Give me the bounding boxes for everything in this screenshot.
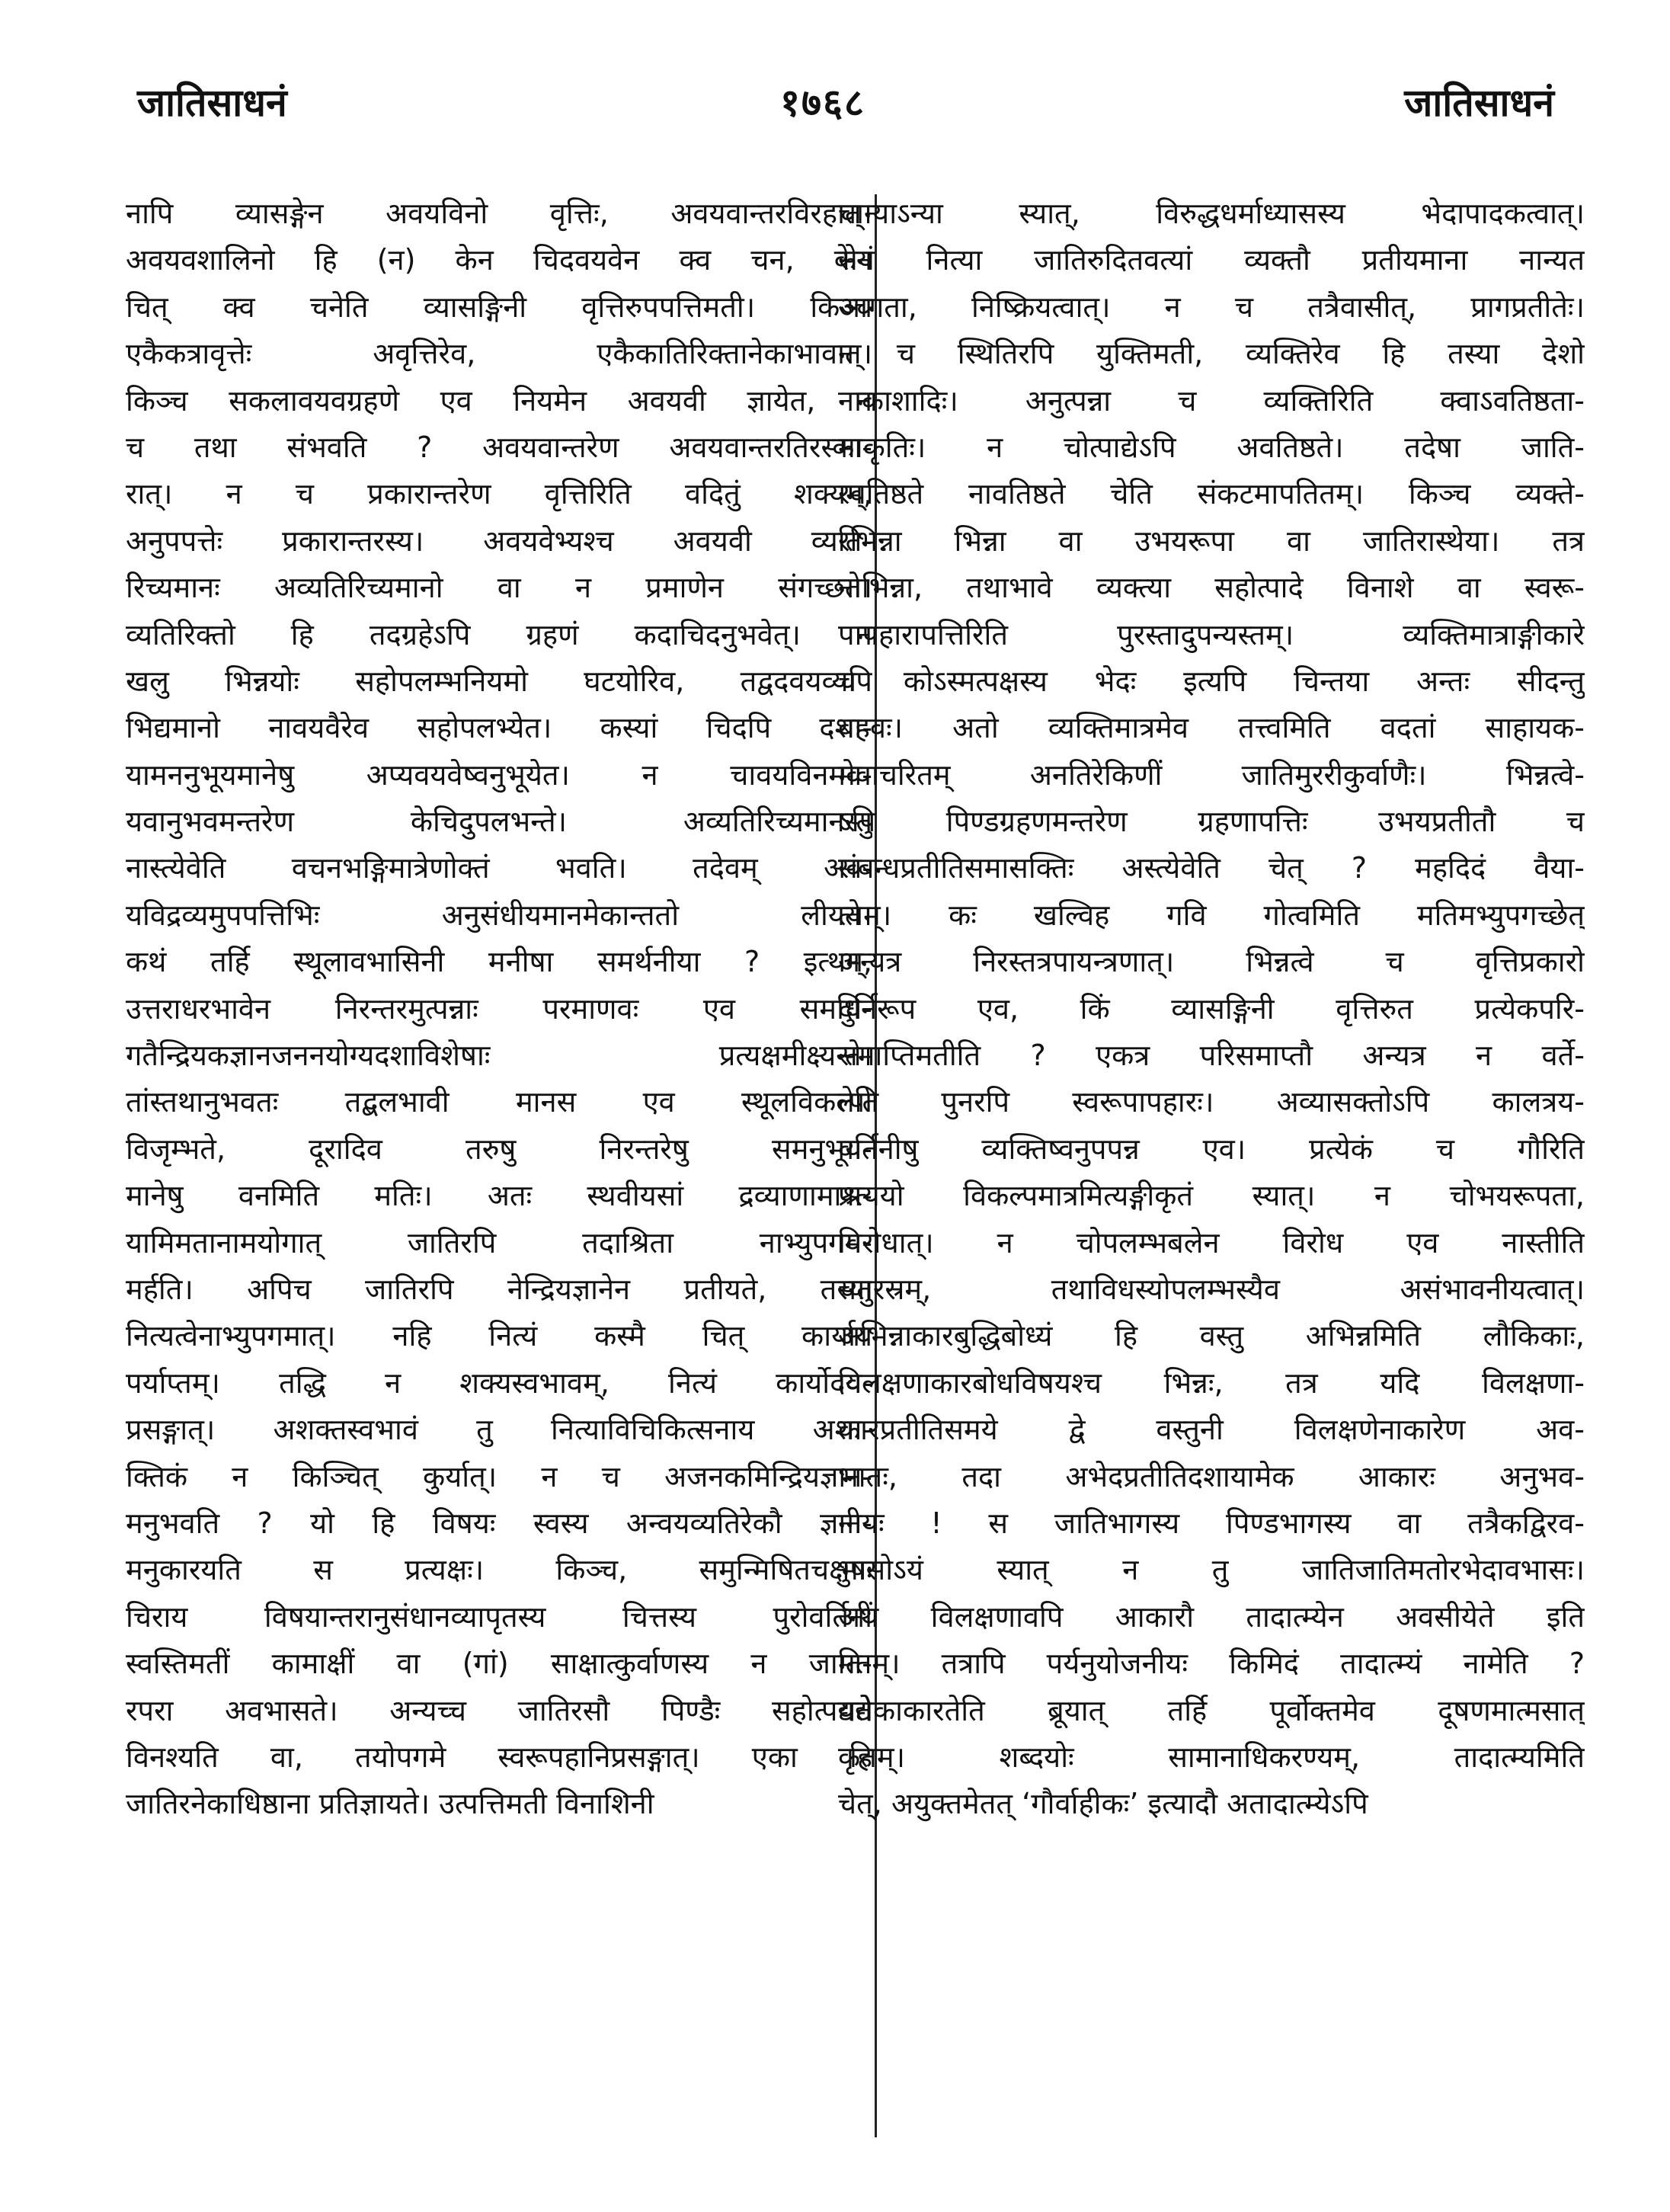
text-line: बहवः। अतो व्यक्तिमात्रमेव तत्त्वमिति वदतां साहायक- xyxy=(838,711,1585,745)
text-line: रभिन्ना भिन्ना वा उभयरूपा वा जातिरास्थेया। तत्र xyxy=(838,523,1585,558)
text-line: रिच्यमानः अव्यतिरिच्यमानो वा न प्रमाणेन संगच्छते। xyxy=(126,571,872,605)
text-line: किञ्च सकलावयवग्रहणे एव नियमेन अवयवी ज्ञायेत, न xyxy=(126,383,872,418)
text-line: रपरा अवभासते। अन्यच्च जातिरसौ पिण्डैः सहोत्पद्यते xyxy=(126,1693,872,1727)
text-line: प्रत्ययो विकल्पमात्रमित्यङ्गीकृतं स्यात्। न चोभयरूपता, xyxy=(838,1179,1585,1213)
text-line: यामननुभूयमानेषु अप्यवयवेष्वनुभूयेत। न चावयविनमव- xyxy=(126,757,872,792)
text-line: मतम्। तत्रापि पर्यनुयोजनीयः किमिदं तादात्म्यं नामेति ? xyxy=(838,1647,1585,1681)
text-line: रवतिष्ठते नावतिष्ठते चेति संकटमापतितम्। किञ्च व्यक्ते- xyxy=(838,477,1585,511)
text-line: पापहारापत्तिरिति पुरस्तादुपन्यस्तम्। व्यक्तिमात्राङ्गीकारे xyxy=(838,617,1585,651)
text-line: व्यतिरिक्तो हि तदग्रहेऽपि ग्रहणं कदाचिदनुभवेत्। न xyxy=(126,617,872,651)
text-line: माकृतिः। न चोत्पाद्येऽपि अवतिष्ठते। तदेषा जाति- xyxy=(838,430,1585,464)
text-line: रात्। न च प्रकारान्तरेण वृत्तिरिति वदितुं शक्यम्, xyxy=(126,477,872,511)
text-line: संबन्धप्रतीतिसमासक्तिः अस्त्येवेति चेत् ? महदिदं वैया- xyxy=(838,851,1585,885)
text-line: अथ विलक्षणावपि आकारौ तादात्म्येन अवसीयेते इति xyxy=(838,1599,1585,1634)
text-line: आगता, निष्क्रियत्वात्। न च तत्रैवासीत्, प्रागप्रतीतेः। xyxy=(838,290,1585,324)
text-line: दुर्निरूप एव, किं व्यासङ्गिनी वृत्तिरुत प्रत्येकपरि- xyxy=(838,991,1585,1026)
text-line: सेयं नित्या जातिरुदितवत्यां व्यक्तौ प्रतीयमाना नान्यत xyxy=(838,243,1585,277)
text-line: मनुभवति ? यो हि विषयः स्वस्य अन्वयव्यतिरेकौ ज्ञान- xyxy=(126,1506,872,1540)
text-line: समाप्तिमतीति ? एकत्र परिसमाप्तौ अन्यत्र न वर्ते- xyxy=(838,1039,1585,1073)
text-line: पर्याप्तम्। तद्धि न शक्यस्वभावम्, नित्यं कार्योदय- xyxy=(126,1365,872,1400)
left-column xyxy=(126,190,872,1828)
text-line: विलक्षणाकारबोधविषयश्च भिन्नः, तत्र यदि विलक्षणा- xyxy=(838,1365,1585,1400)
text-line: उत्तराधरभावेन निरन्तरमुत्पन्नाः परमाणवः एव समधि- xyxy=(126,991,872,1026)
text-line: अवयवशालिनो हि (न) केन चिदवयवेन क्व चन, केन xyxy=(126,243,872,277)
text-line: नाकाशादिः। अनुत्पन्ना च व्यक्तिरिति क्वाऽवतिष्ठता- xyxy=(838,383,1585,418)
text-line: विजृम्भते, दूरादिव तरुषु निरन्तरेषु समनुभूय- xyxy=(126,1132,872,1166)
text-line: नीयः ! स जातिभागस्य पिण्डभागस्य वा तत्रैकद्विरव- xyxy=(838,1506,1585,1540)
text-line: जातिरनेकाधिष्ठाना प्रतिज्ञायते। उत्पत्तिमती विनाशिनी xyxy=(126,1787,654,1821)
text-line: वर्तिनीषु व्यक्तिष्वनुपपन्न एव। प्रत्येकं च गौरिति xyxy=(838,1132,1585,1166)
text-line: गतैन्द्रियकज्ञानजननयोग्यदशाविशेषाः प्रत्यक्षमीक्ष्यन्ते। xyxy=(126,1039,872,1073)
text-line: क्तिकं न किञ्चित् कुर्यात्। न च अजनकमिन्द्रियज्ञान- xyxy=(126,1459,872,1493)
text-line: तेति पुनरपि स्वरूपापहारः। अव्यासक्तोऽपि कालत्रय- xyxy=(838,1085,1585,1119)
text-line: नापि व्यासङ्गेन अवयविनो वृत्तिः, अवयवान्तरविरहात्। xyxy=(126,197,872,230)
text-line: भातः, तदा अभेदप्रतीतिदशायामेक आकारः अनुभव- xyxy=(838,1459,1585,1493)
text-line: चेत्, अयुक्तमेतत् ‘गौर्वाहीकः’ इत्यादौ अतादात्म्येऽपि xyxy=(838,1787,1368,1821)
running-head-left: जातिसाधनं xyxy=(137,81,287,125)
text-line: भिद्यमानो नावयवैरेव सहोपलभ्येत। कस्यां चिदपि दशा- xyxy=(126,711,872,745)
running-head-right: जातिसाधनं xyxy=(1404,81,1554,125)
text-line: तांस्तथानुभवतः तद्बलभावी मानस एव स्थूलविकल्पो xyxy=(126,1085,872,1119)
text-line: विरोधात्। न चोपलम्भबलेन विरोध एव नास्तीति xyxy=(838,1225,1585,1260)
text-line: च कोऽस्मत्पक्षस्य भेदः इत्यपि चिन्तया अन्तः सीदन्तु xyxy=(838,664,1585,698)
text-line: मर्हति। अपिच जातिरपि नेन्द्रियज्ञानेन प्रतीयते, तस्या xyxy=(126,1272,872,1306)
text-line: नाभिन्ना, तथाभावे व्यक्त्या सहोत्पादे विनाशे वा स्वरू- xyxy=(838,571,1585,605)
text-line: प्रसङ्गात्। अशक्तस्वभावं तु नित्याविचिकित्सनाय अशा- xyxy=(126,1413,872,1447)
right-column xyxy=(838,190,1585,1828)
text-line: यवानुभवमन्तरेण केचिदुपलभन्ते। अव्यतिरिच्यमानस्तु xyxy=(126,805,872,839)
text-line: खलु भिन्नयोः सहोपलम्भनियमो घटयोरिव, तद्वदवयव्यपि xyxy=(126,664,872,698)
text-line: च तथा संभवति ? अवयवान्तरेण अवयवान्तरतिरस्का- xyxy=(126,430,872,464)
text-line: नास्त्येवेति वचनभङ्गिमात्रेणोक्तं भवति। तदेवम् अव- xyxy=(126,851,872,885)
text-line: यद्येकाकारतेति ब्रूयात् तर्हि पूर्वोक्तमेव दूषणमात्मसात् xyxy=(838,1693,1585,1727)
text-line: मानेषु वनमिति मतिः। अतः स्थवीयसां द्रव्याणामाश्र- xyxy=(126,1179,872,1213)
text-line: कथं तर्हि स्थूलावभासिनी मनीषा समर्थनीया ? इत्थम्, xyxy=(126,945,872,979)
text-line: भासोऽयं स्यात् न तु जातिजातिमतोरभेदावभासः। xyxy=(838,1553,1585,1587)
text-line: यविद्रव्यमुपपत्तिभिः अनुसंधीयमानमेकान्ततो लीयते। xyxy=(126,898,872,932)
page-number: १७६८ xyxy=(780,81,865,125)
text-line: न च स्थितिरपि युक्तिमती, व्यक्तिरेव हि तस्या देशो xyxy=(838,337,1585,371)
text-line: चतुरस्रम्, तथाविधस्योपलम्भस्यैव असंभावनीयत्वात्। xyxy=(838,1272,1585,1306)
text-line: चिराय विषयान्तरानुसंधानव्यापृतस्य चित्तस्य पुरोवर्तिनीं xyxy=(126,1599,872,1634)
text-line: कृतम्। शब्दयोः सामानाधिकरण्यम्, तादात्म्यमिति xyxy=(838,1740,1585,1774)
text-line: एकैकत्रावृत्तेः अवृत्तिरेव, एकैकातिरिक्तानेकाभावात्। xyxy=(126,337,872,371)
text-line: कारप्रतीतिसमये द्वे वस्तुनी विलक्षणेनाकारेण अव- xyxy=(838,1413,1585,1447)
text-line: मेवाचरितम् अनतिरेकिणीं जातिमुररीकुर्वाणैः। भिन्नत्वे- xyxy=(838,757,1585,792)
text-line: स्वस्तिमतीं कामाक्षीं वा (गां) साक्षात्कुर्वाणस्य न जाति- xyxy=(126,1647,872,1681)
text-line: अन्यत्र निरस्तत्रपायन्त्रणात्। भिन्नत्वे च वृत्तिप्रकारो xyxy=(838,945,1585,979)
text-line: त्यम्। कः खल्विह गवि गोत्वमिति मतिमभ्युपगच्छेत् xyxy=(838,898,1585,932)
text-line: चित् क्व चनेति व्यासङ्गिनी वृत्तिरुपपत्तिमती। किञ्च xyxy=(126,290,872,324)
text-line: मनुकारयति स प्रत्यक्षः। किञ्च, समुन्मिषितचक्षुषः xyxy=(126,1553,872,1587)
text-line: यामिमतानामयोगात् जातिरपि तदाश्रिता नाभ्युपगम- xyxy=(126,1225,872,1260)
text-line: अनुपपत्तेः प्रकारान्तरस्य। अवयवेभ्यश्च अवयवी व्यति- xyxy=(126,523,872,558)
text-line: विनश्यति वा, तयोपगमे स्वरूपहानिप्रसङ्गात्। एका हि xyxy=(126,1740,872,1774)
text-line: नित्यत्वेनाभ्युपगमात्। नहि नित्यं कस्मै चित् कार्याय xyxy=(126,1319,872,1353)
text-line: अभिन्नाकारबुद्धिबोध्यं हि वस्तु अभिन्नमिति लौकिकाः, xyxy=(838,1319,1585,1353)
text-line: चान्याऽन्या स्यात्, विरुद्धधर्माध्यासस्य भेदापादकत्वात्। xyxy=(838,197,1585,230)
text-line: ऽपि पिण्डग्रहणमन्तरेण ग्रहणापत्तिः उभयप्रतीतौ च xyxy=(838,805,1585,839)
